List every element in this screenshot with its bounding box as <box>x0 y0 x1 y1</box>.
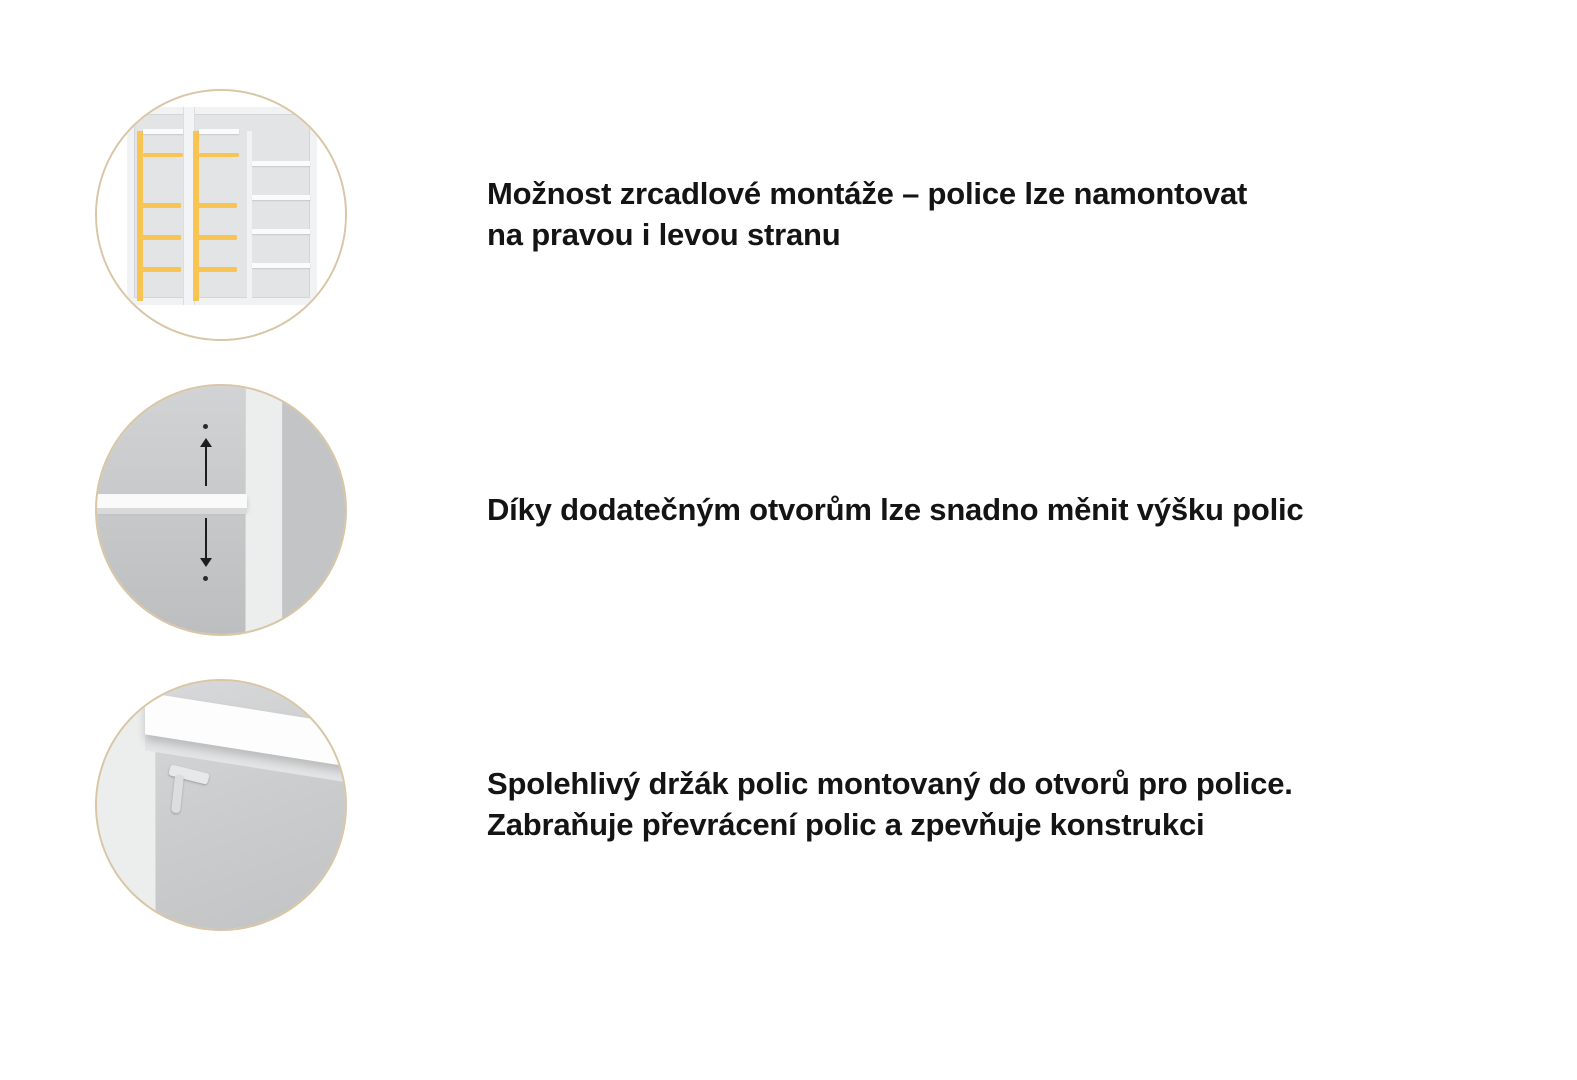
wardrobe-shelf-far-2 <box>252 195 310 200</box>
feature-row <box>95 680 1515 930</box>
wardrobe-shelf-left-top <box>143 129 183 134</box>
hole-marker-top <box>203 424 208 429</box>
wardrobe-shelf-left-1 <box>139 203 181 208</box>
wardrobe-far-right-panel <box>247 131 252 301</box>
feature-caption <box>487 490 1515 531</box>
wardrobe-shelf-far-4 <box>252 263 310 268</box>
caption-line: na pravou i levou stranu <box>487 217 841 252</box>
shelf-board <box>97 494 247 508</box>
wardrobe-shelf-far-3 <box>252 229 310 234</box>
caption-line: Díky dodatečným otvorům lze snadno měnit výšku polic <box>487 491 1304 527</box>
feature-image-adjustable-shelf-height <box>95 384 347 636</box>
wardrobe-shelf-right-1 <box>195 203 237 208</box>
feature-row <box>95 385 1515 635</box>
arrow-down-shaft <box>205 518 207 558</box>
wardrobe-left-panel <box>137 131 143 301</box>
wardrobe-shelf-left-3 <box>139 267 181 272</box>
shelf-board-edge <box>97 508 247 514</box>
wardrobe-rod-right <box>199 153 239 157</box>
feature-image-shelf-bracket <box>95 679 347 931</box>
caption-line: Možnost zrcadlové montáže – police lze namontovat <box>487 176 1248 212</box>
wardrobe-interior-illustration <box>97 91 345 339</box>
caption-line: Zabraňuje převrácení polic a zpevňuje konstrukci <box>487 807 1205 842</box>
cabinet-side-panel-back <box>281 386 345 634</box>
caption-line: Spolehlivý držák polic montovaný do otvorů pro police. <box>487 766 1293 802</box>
feature-image-mirror-mounting <box>95 89 347 341</box>
cabinet-side-panel <box>245 386 283 634</box>
feature-caption <box>487 174 1515 256</box>
wardrobe-shelf-right-3 <box>195 267 237 272</box>
wardrobe-shelf-right-2 <box>195 235 237 240</box>
hole-marker-bottom <box>203 576 208 581</box>
wardrobe-shelf-right-top <box>199 129 239 134</box>
wardrobe-shelf-far-1 <box>252 161 310 166</box>
arrow-down-icon <box>200 558 212 567</box>
feature-caption <box>487 764 1515 846</box>
shelf-bracket-illustration <box>97 681 345 929</box>
feature-row <box>95 90 1515 340</box>
shelf-support-bracket <box>169 769 215 815</box>
wardrobe-right-panel <box>193 131 199 301</box>
wardrobe-rod-left <box>143 153 183 157</box>
arrow-up-shaft <box>205 446 207 486</box>
shelf-height-illustration <box>97 386 345 634</box>
wardrobe-shelf-left-2 <box>139 235 181 240</box>
